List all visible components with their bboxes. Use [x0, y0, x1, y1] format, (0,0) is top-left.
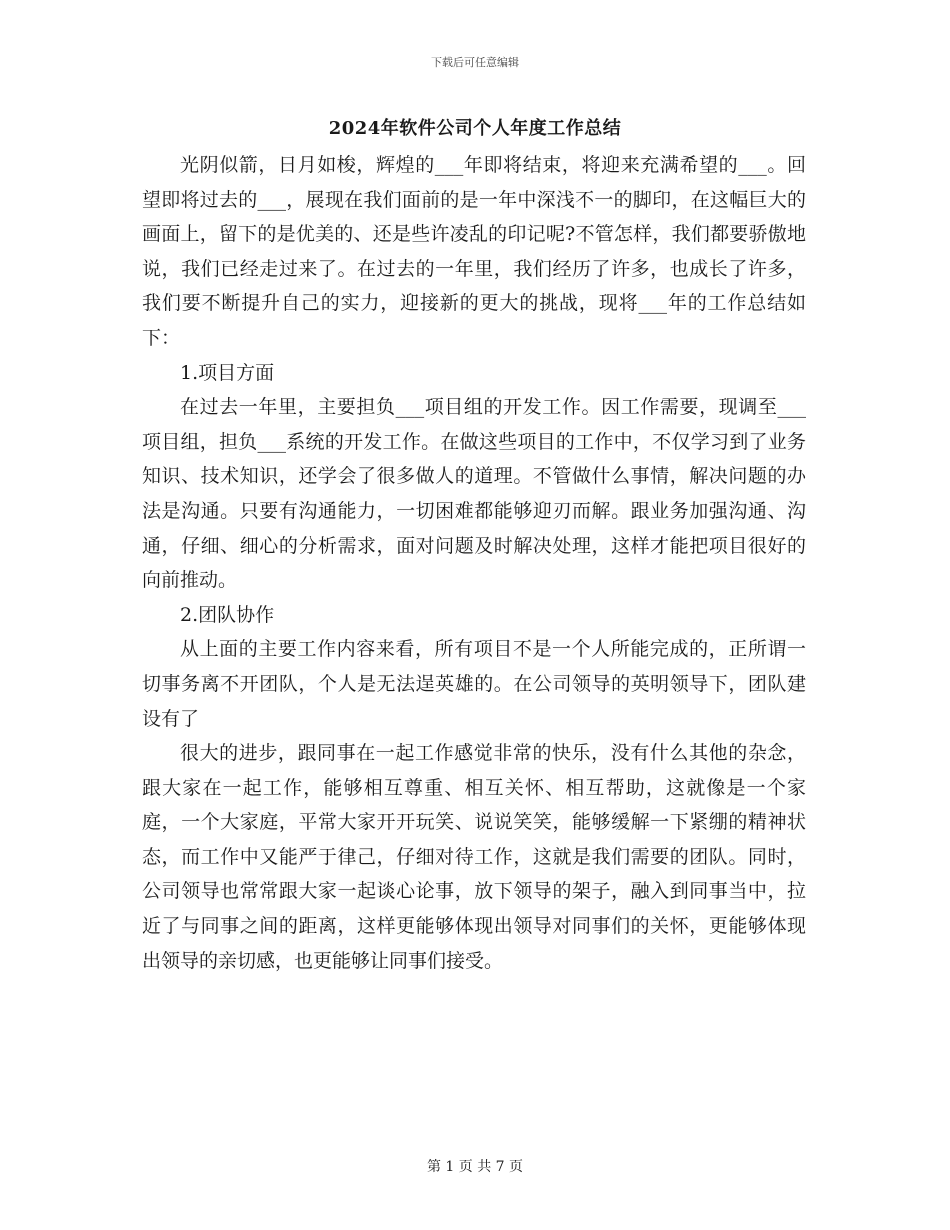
document-body: [142, 148, 806, 978]
paragraph-teamwork-1: 从上面的主要工作内容来看，所有项目不是一个人所能完成的，正所谓一切事务离不开团队，个人是无法逞英雄的。在公司领导的英明领导下，团队建设有了: [142, 638, 806, 730]
paragraph-intro: 光阴似箭，日月如梭，辉煌的___年即将结束，将迎来充满希望的___。回望即将过去的___，展现在我们面前的是一年中深浅不一的脚印，在这幅巨大的画面上，留下的是优美的、还是些许凌乱的印记呢?不管怎样，我们都要骄傲地说，我们已经走过来了。在过去的一年里，我们经历了许多，也成长了许多，我们要不断提升自己的实力，迎接新的更大的挑战，现将___年的工作总结如下：: [142, 154, 806, 349]
header-note: 下载后可任意编辑: [431, 56, 519, 69]
section-heading-projects: 1.项目方面: [180, 361, 275, 384]
page-indicator: 第 1 页 共 7 页: [426, 1159, 524, 1175]
paragraph-projects: 在过去一年里，主要担负___项目组的开发工作。因工作需要，现调至___项目组，担负___系统的开发工作。在做这些项目的工作中，不仅学习到了业务知识、技术知识，还学会了很多做人的道理。不管做什么事情，解决问题的办法是沟通。只要有沟通能力，一切困难都能够迎刃而解。跟业务加强沟通、沟通，仔细、细心的分析需求，面对问题及时解决处理，这样才能把项目很好的向前推动。: [142, 396, 806, 592]
document-title: 2024年软件公司个人年度工作总结: [328, 118, 622, 139]
section-heading-teamwork: 2.团队协作: [180, 603, 275, 626]
paragraph-teamwork-2: 很大的进步，跟同事在一起工作感觉非常的快乐，没有什么其他的杂念，跟大家在一起工作，能够相互尊重、相互关怀、相互帮助，这就像是一个家庭，一个大家庭，平常大家开开玩笑、说说笑笑，能够缓解一下紧绷的精神状态，而工作中又能严于律己，仔细对待工作，这就是我们需要的团队。同时，公司领导也常常跟大家一起谈心论事，放下领导的架子，融入到同事当中，拉近了与同事之间的距离，这样更能够体现出领导对同事们的关怀，更能够体现出领导的亲切感，也更能够让同事们接受。: [142, 742, 806, 972]
